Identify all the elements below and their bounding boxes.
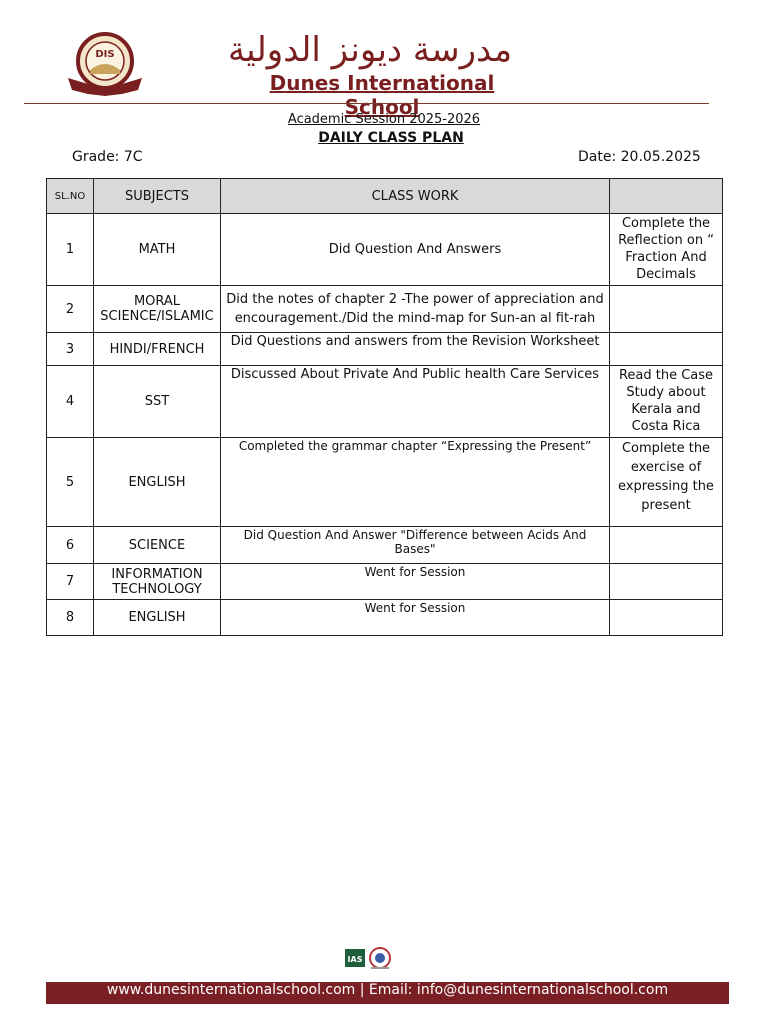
column-header-subjects: SUBJECTS	[94, 179, 221, 214]
ias-badge-text: IAS	[347, 955, 363, 964]
row-number: 2	[47, 286, 94, 333]
homework-cell: Complete the exercise of expressing the present	[610, 438, 723, 527]
footer-contact[interactable]: www.dunesinternationalschool.com | Email: info@dunesinternationalschool.com	[106, 982, 669, 998]
classwork-cell: Discussed About Private And Public health Care Services	[221, 366, 610, 438]
homework-cell: Read the Case Study about Kerala and Costa Rica	[610, 366, 723, 438]
subject-cell: ENGLISH	[94, 600, 221, 636]
subject-cell: SST	[94, 366, 221, 438]
school-name-arabic: مدرسة ديونز الدولية	[227, 30, 513, 70]
classwork-cell: Went for Session	[221, 564, 610, 600]
logo-letters: DIS	[95, 49, 115, 60]
footer-bar	[46, 982, 729, 1004]
table-row	[47, 286, 723, 333]
column-header-homework	[610, 179, 723, 214]
classwork-cell: Completed the grammar chapter “Expressing the Present”	[221, 438, 610, 527]
school-logo	[62, 30, 148, 98]
subject-cell: INFORMATION TECHNOLOGY	[94, 564, 221, 600]
column-header-slno: SL.NO	[47, 179, 94, 214]
homework-cell	[610, 527, 723, 564]
homework-cell: Complete the Reflection on “ Fraction And Decimals	[610, 214, 723, 286]
table-row	[47, 527, 723, 564]
table-row	[47, 214, 723, 286]
row-number: 1	[47, 214, 94, 286]
classwork-cell: Did Question And Answer "Difference between Acids And Bases"	[221, 527, 610, 564]
homework-cell	[610, 286, 723, 333]
subject-cell: MORAL SCIENCE/ISLAMIC	[94, 286, 221, 333]
subject-cell: SCIENCE	[94, 527, 221, 564]
accreditation-badge	[341, 944, 395, 974]
page-title: DAILY CLASS PLAN	[318, 130, 464, 146]
column-header-classwork: CLASS WORK	[221, 179, 610, 214]
table-row	[47, 333, 723, 366]
row-number: 5	[47, 438, 94, 527]
subject-cell: MATH	[94, 214, 221, 286]
table-row	[47, 366, 723, 438]
homework-cell	[610, 564, 723, 600]
row-number: 8	[47, 600, 94, 636]
table-header-row	[47, 179, 723, 214]
table-row	[47, 600, 723, 636]
homework-cell	[610, 600, 723, 636]
academic-session: Academic Session 2025-2026	[287, 112, 481, 127]
table-row	[47, 564, 723, 600]
school-name: Dunes International School	[269, 71, 495, 119]
subject-cell: ENGLISH	[94, 438, 221, 527]
classwork-cell: Did Questions and answers from the Revision Worksheet	[221, 333, 610, 366]
class-plan-table	[46, 178, 723, 636]
row-number: 6	[47, 527, 94, 564]
table-row	[47, 438, 723, 527]
header-divider	[24, 103, 709, 104]
row-number: 7	[47, 564, 94, 600]
grade-label: Grade: 7C	[72, 149, 143, 165]
subject-cell: HINDI/FRENCH	[94, 333, 221, 366]
row-number: 4	[47, 366, 94, 438]
homework-cell	[610, 333, 723, 366]
date-label: Date: 20.05.2025	[578, 149, 701, 165]
classwork-cell: Did Question And Answers	[221, 214, 610, 286]
classwork-cell: Went for Session	[221, 600, 610, 636]
classwork-cell: Did the notes of chapter 2 -The power of appreciation and encouragement./Did the mind-map for Sun-an al fit-rah	[221, 286, 610, 333]
row-number: 3	[47, 333, 94, 366]
